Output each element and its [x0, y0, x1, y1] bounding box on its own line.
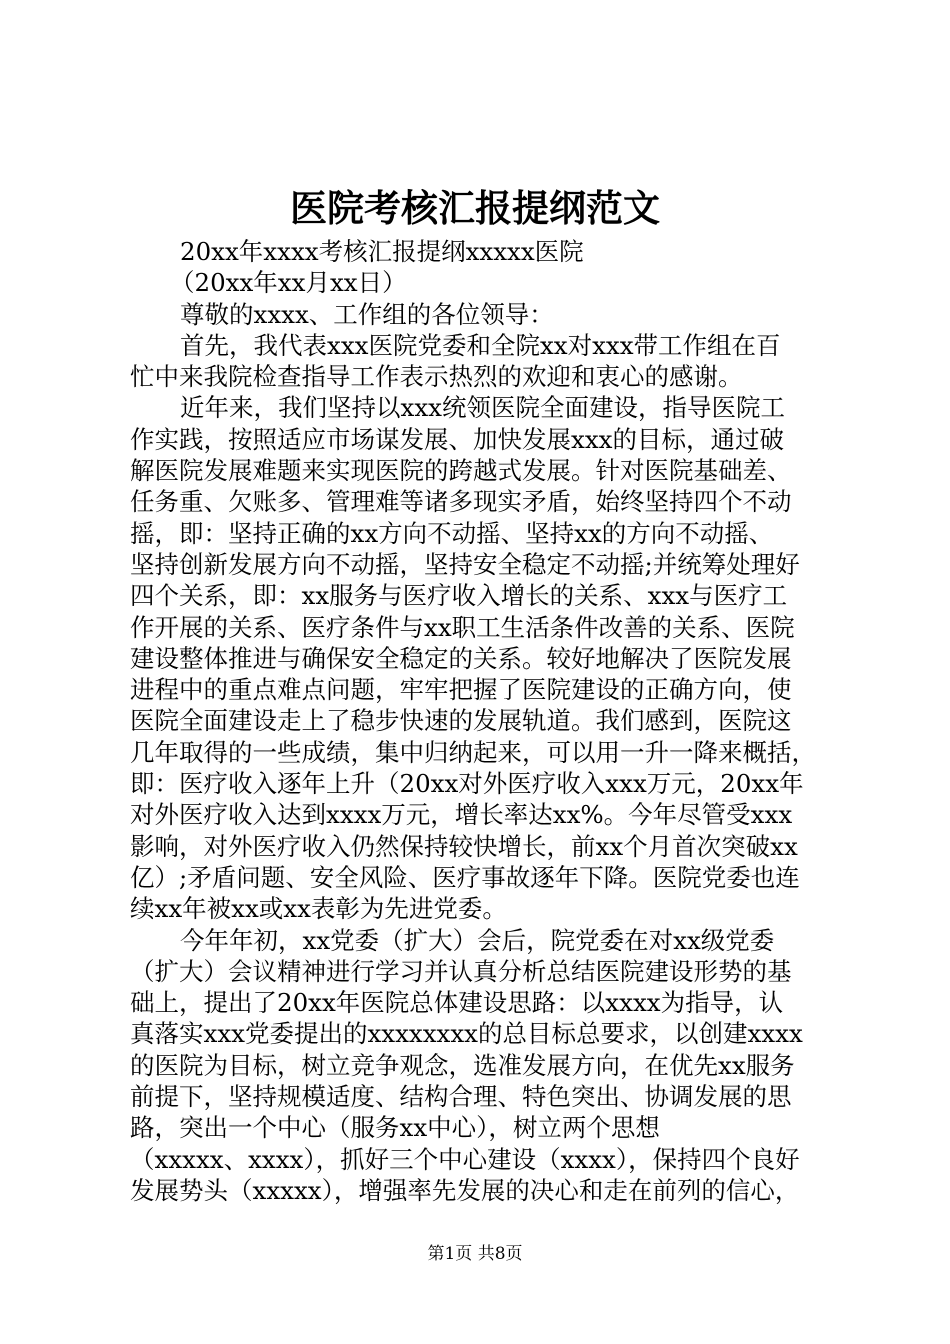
- paragraph-2-line: 建设整体推进与确保安全稳定的关系。较好地解决了医院发展: [130, 643, 792, 673]
- paragraph-2-line-1: 近年来，我们坚持以xxx统领医院全面建设，指导医院工: [180, 393, 785, 423]
- subtitle-line: 20xx年xxxx考核汇报提纲xxxxx医院: [180, 237, 584, 266]
- paragraph-3-line: （扩大）会议精神进行学习并认真分析总结医院建设形势的基: [130, 956, 792, 986]
- paragraph-2-line: 进程中的重点难点问题，牢牢把握了医院建设的正确方向，使: [130, 675, 792, 705]
- paragraph-2-line: 摇，即：坚持正确的xx方向不动摇、坚持xx的方向不动摇、: [130, 518, 774, 548]
- paragraph-2-line: 解医院发展难题来实现医院的跨越式发展。针对医院基础差、: [130, 456, 792, 486]
- document-body: [130, 236, 832, 1206]
- paragraph-2-line: 四个关系，即：xx服务与医疗收入增长的关系、xxx与医疗工: [130, 581, 788, 611]
- paragraph-2-line: 作实践，按照适应市场谋发展、加快发展xxx的目标，通过破: [130, 424, 784, 454]
- paragraph-3-line-1: 今年年初，xx党委（扩大）会后，院党委在对xx级党委: [180, 925, 775, 955]
- paragraph-2-line: 作开展的关系、医疗条件与xx职工生活条件改善的关系、医院: [130, 612, 795, 642]
- paragraph-2-line: 续xx年被xx或xx表彰为先进党委。: [130, 894, 507, 924]
- paragraph-2-line: 影响，对外医疗收入仍然保持较快增长，前xx个月首次突破xx: [130, 831, 798, 861]
- page-footer: 第1页 共8页: [427, 1244, 523, 1264]
- paragraph-1-line-1: 首先，我代表xxx医院党委和全院xx对xxx带工作组在百: [180, 330, 781, 360]
- paragraph-3-line: 前提下，坚持规模适度、结构合理、特色突出、协调发展的思: [130, 1082, 792, 1112]
- paragraph-1-line-2: 忙中来我院检查指导工作表示热烈的欢迎和衷心的感谢。: [130, 362, 743, 392]
- paragraph-3-line: 路，突出一个中心（服务xx中心），树立两个思想: [130, 1113, 660, 1143]
- paragraph-2-line: 对外医疗收入达到xxxx万元，增长率达xx%。今年尽管受xxx: [130, 800, 793, 830]
- paragraph-3-line: 的医院为目标，树立竞争观念，选准发展方向，在优先xx服务: [130, 1050, 795, 1080]
- date-line: （20xx年xx月xx日）: [170, 268, 407, 298]
- document-title: 医院考核汇报提纲范文: [290, 186, 660, 230]
- paragraph-2-line: 任务重、欠账多、管理难等诸多现实矛盾，始终坚持四个不动: [130, 487, 792, 517]
- paragraph-2-line: 亿）;矛盾问题、安全风险、医疗事故逐年下降。医院党委也连: [130, 862, 800, 892]
- paragraph-3-line: 础上，提出了20xx年医院总体建设思路：以xxxx为指导，认: [130, 988, 784, 1018]
- paragraph-3-line: 真落实xxx党委提出的xxxxxxxx的总目标总要求，以创建xxxx: [130, 1019, 803, 1049]
- paragraph-3-line: 发展势头（xxxxx），增强率先发展的决心和走在前列的信心，: [130, 1175, 800, 1205]
- paragraph-2-line: 坚持创新发展方向不动摇，坚持安全稳定不动摇;并统筹处理好: [130, 549, 800, 579]
- paragraph-2-line: 即：医疗收入逐年上升（20xx对外医疗收入xxx万元，20xx年: [130, 769, 804, 799]
- paragraph-3-line: （xxxxx、xxxx），抓好三个中心建设（xxxx），保持四个良好: [130, 1144, 800, 1174]
- paragraph-2-line: 几年取得的一些成绩，集中归纳起来，可以用一升一降来概括，: [130, 737, 816, 767]
- paragraph-2-line: 医院全面建设走上了稳步快速的发展轨道。我们感到，医院这: [130, 706, 792, 736]
- salutation-line: 尊敬的xxxx、工作组的各位领导：: [180, 299, 554, 329]
